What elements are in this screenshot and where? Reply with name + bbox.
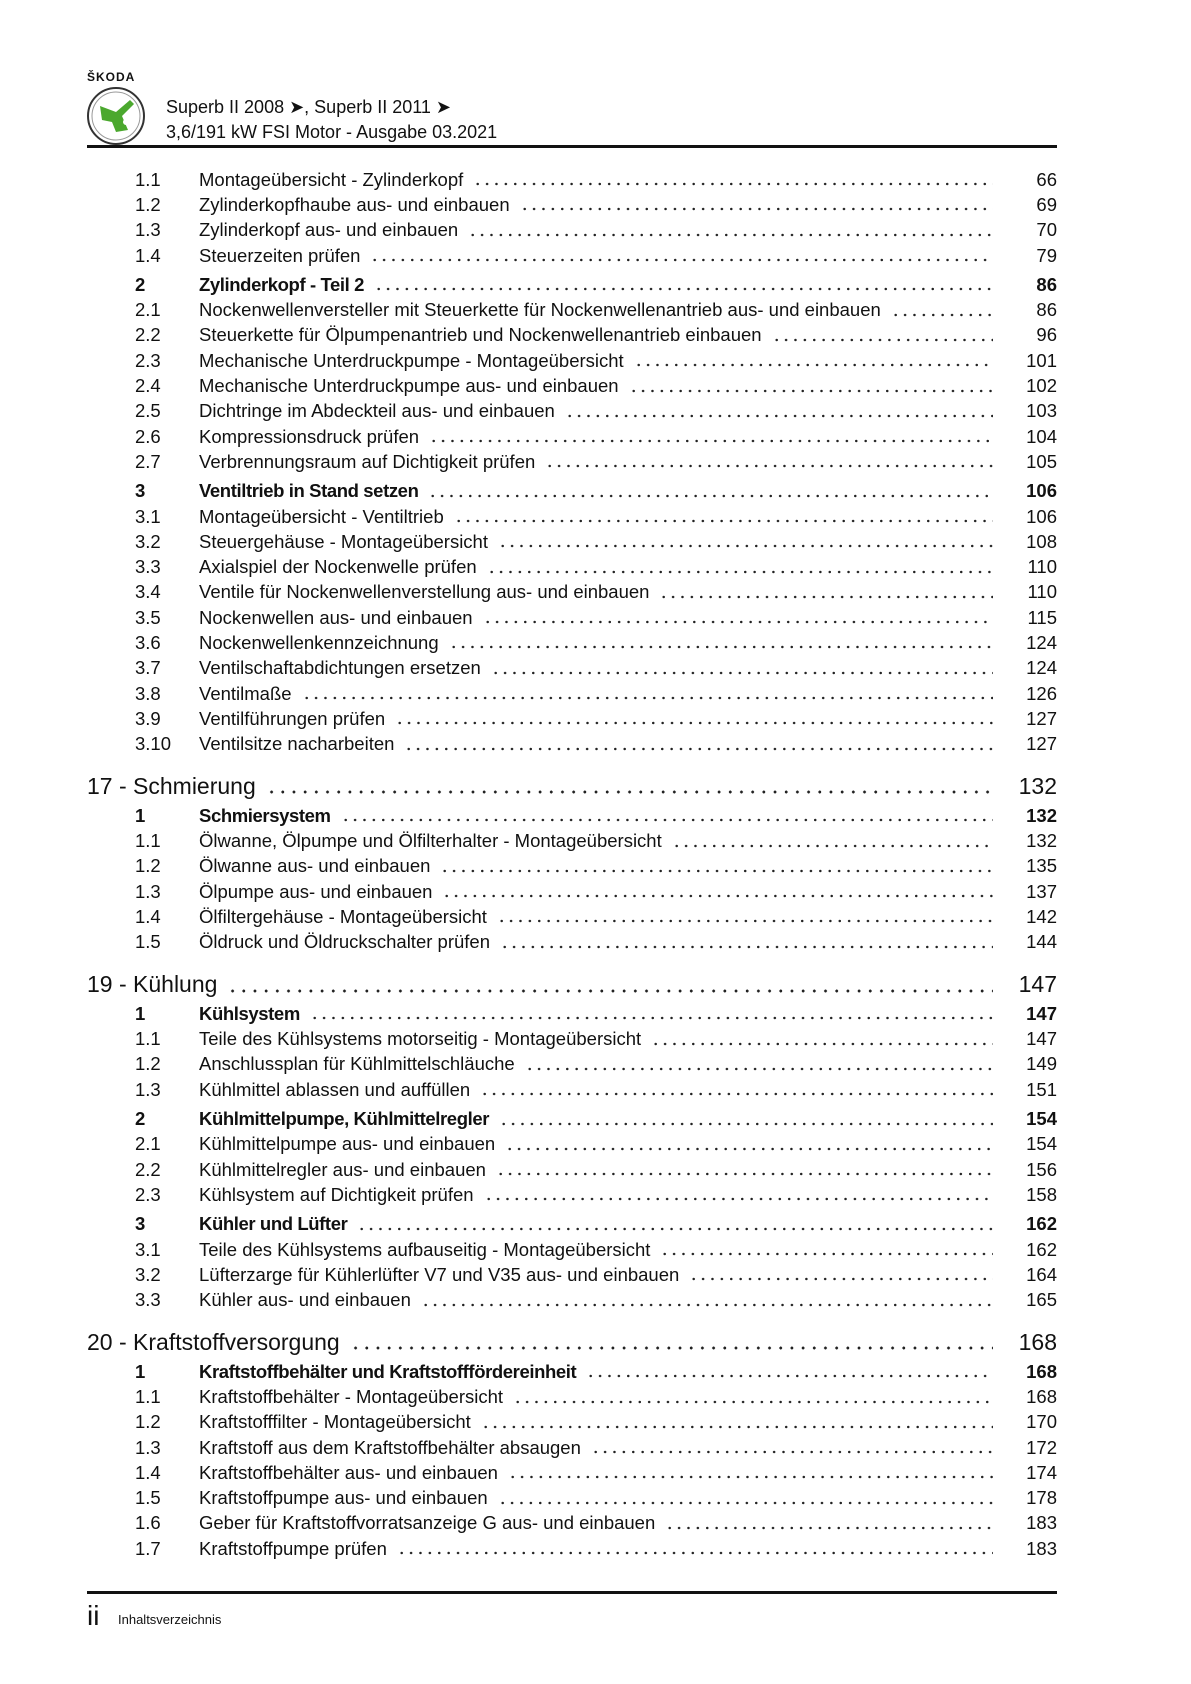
toc-entry-number: 1.1 bbox=[135, 830, 161, 852]
toc-entry-number: 2.4 bbox=[135, 375, 161, 397]
toc-entry-title: Steuerzeiten prüfen bbox=[199, 244, 361, 266]
toc-dot-leader bbox=[483, 619, 993, 625]
toc-entry-title: Ölwanne, Ölpumpe und Ölfilterhalter - Montageübersicht bbox=[199, 830, 662, 852]
toc-entry-page: 132 bbox=[1026, 804, 1057, 826]
toc-entry-number: 3.2 bbox=[135, 1263, 161, 1285]
toc-dot-leader bbox=[491, 670, 993, 676]
toc-entry-number: 2.7 bbox=[135, 450, 161, 472]
toc-entry-page: 106 bbox=[1026, 480, 1057, 502]
toc-dot-leader bbox=[499, 1121, 993, 1127]
toc-entry[interactable] bbox=[87, 904, 1057, 929]
toc-entry-number: 3.1 bbox=[135, 505, 161, 527]
toc-entry-number: 3.6 bbox=[135, 631, 161, 653]
toc-entry[interactable] bbox=[87, 706, 1057, 731]
toc-entry-number: 2.6 bbox=[135, 425, 161, 447]
skoda-wordmark: ŠKODA bbox=[87, 70, 136, 84]
toc-dot-leader bbox=[442, 893, 993, 899]
toc-dot-leader bbox=[672, 843, 993, 849]
toc-entry-title: Ventilsitze nacharbeiten bbox=[199, 733, 395, 755]
toc-entry[interactable] bbox=[87, 192, 1057, 217]
toc-dot-leader bbox=[496, 1171, 993, 1177]
toc-entry[interactable] bbox=[87, 605, 1057, 630]
toc-dot-leader bbox=[525, 1066, 993, 1072]
toc-section[interactable] bbox=[87, 479, 1057, 504]
toc-entry-page: 183 bbox=[1026, 1512, 1057, 1534]
toc-entry-title: Verbrennungsraum auf Dichtigkeit prüfen bbox=[199, 450, 536, 472]
toc-entry-number: 3.5 bbox=[135, 606, 161, 628]
toc-entry[interactable] bbox=[87, 449, 1057, 474]
toc-dot-leader bbox=[302, 695, 993, 701]
toc-dot-leader bbox=[565, 413, 993, 419]
toc-dot-leader bbox=[395, 720, 993, 726]
toc-entry-page: 104 bbox=[1026, 425, 1057, 447]
toc-entry-number: 1.1 bbox=[135, 1028, 161, 1050]
toc-entry[interactable] bbox=[87, 1460, 1057, 1485]
footer-divider bbox=[87, 1591, 1057, 1594]
toc-dot-leader bbox=[374, 286, 993, 292]
toc-entry-title: Kraftstoffpumpe prüfen bbox=[199, 1537, 387, 1559]
toc-dot-leader bbox=[659, 594, 993, 600]
toc-entry[interactable] bbox=[87, 1410, 1057, 1435]
toc-dot-leader bbox=[591, 1449, 993, 1455]
toc-entry-page: 172 bbox=[1026, 1436, 1057, 1458]
toc-entry[interactable] bbox=[87, 1052, 1057, 1077]
toc-entry-page: 124 bbox=[1026, 631, 1057, 653]
toc-dot-leader bbox=[660, 1251, 993, 1257]
toc-entry-number: 2.1 bbox=[135, 1133, 161, 1155]
toc-entry[interactable] bbox=[87, 681, 1057, 706]
toc-dot-leader bbox=[310, 1015, 993, 1021]
toc-entry-page: 168 bbox=[1018, 1328, 1057, 1355]
toc-entry-number: 1.4 bbox=[135, 1461, 161, 1483]
toc-entry-title: Montageübersicht - Zylinderkopf bbox=[199, 168, 464, 190]
toc-entry-number: 1.6 bbox=[135, 1512, 161, 1534]
toc-entry-page: 132 bbox=[1026, 830, 1057, 852]
toc-entry-title: Ölfiltergehäuse - Montageübersicht bbox=[199, 905, 487, 927]
toc-dot-leader bbox=[500, 944, 993, 950]
toc-dot-leader bbox=[545, 463, 993, 469]
toc-entry-number: 3.10 bbox=[135, 733, 172, 755]
toc-entry-number: 3.3 bbox=[135, 556, 161, 578]
toc-dot-leader bbox=[440, 868, 993, 874]
toc-entry-title: Kühlsystem bbox=[199, 1002, 300, 1024]
toc-entry-page: 103 bbox=[1026, 400, 1057, 422]
toc-entry-title: Lüfterzarge für Kühlerlüfter V7 und V35 aus- und einbauen bbox=[199, 1263, 680, 1285]
header-model-line: Superb II 2008 ➤, Superb II 2011 ➤ bbox=[166, 97, 452, 117]
toc-entry-title: Axialspiel der Nockenwelle prüfen bbox=[199, 556, 477, 578]
toc-entry-page: 154 bbox=[1026, 1108, 1057, 1130]
toc-entry-page: 154 bbox=[1026, 1133, 1057, 1155]
toc-entry-title: Kühlmittelpumpe aus- und einbauen bbox=[199, 1133, 496, 1155]
toc-entry-number: 3 bbox=[135, 480, 145, 502]
toc-entry-page: 168 bbox=[1026, 1386, 1057, 1407]
toc-entry-page: 106 bbox=[1026, 505, 1057, 527]
toc-dot-leader bbox=[473, 181, 993, 187]
toc-entry-number: 1.3 bbox=[135, 219, 161, 241]
toc-entry-title: 17 - Schmierung bbox=[87, 772, 256, 799]
toc-dot-leader bbox=[341, 817, 993, 823]
toc-entry-title: 20 - Kraftstoffversorgung bbox=[87, 1328, 340, 1355]
toc-entry[interactable] bbox=[87, 399, 1057, 424]
toc-chapter[interactable] bbox=[87, 774, 1057, 799]
toc-entry-page: 66 bbox=[1036, 168, 1057, 190]
toc-dot-leader bbox=[481, 1424, 993, 1430]
toc-entry-page: 127 bbox=[1026, 733, 1057, 755]
toc-entry[interactable] bbox=[87, 1157, 1057, 1182]
toc-entry-number: 3 bbox=[135, 1213, 145, 1235]
toc-entry-title: Montageübersicht - Ventiltrieb bbox=[199, 505, 444, 527]
toc-dot-leader bbox=[468, 232, 993, 238]
toc-entry-page: 115 bbox=[1027, 606, 1057, 628]
toc-section[interactable] bbox=[87, 803, 1057, 828]
toc-dot-leader bbox=[689, 1276, 993, 1282]
toc-entry-number: 1.4 bbox=[135, 244, 161, 266]
toc-section[interactable] bbox=[87, 1106, 1057, 1131]
toc-entry-title: Ventilführungen prüfen bbox=[199, 707, 386, 729]
header-engine-line: 3,6/191 kW FSI Motor - Ausgabe 03.2021 bbox=[166, 122, 498, 142]
toc-entry-number: 2.3 bbox=[135, 349, 161, 371]
toc-entry-title: Nockenwellen aus- und einbauen bbox=[199, 606, 473, 628]
toc-dot-leader bbox=[227, 988, 993, 994]
toc-entry-page: 164 bbox=[1026, 1263, 1057, 1285]
toc-entry[interactable] bbox=[87, 348, 1057, 373]
toc-entry[interactable] bbox=[87, 504, 1057, 529]
toc-entry-page: 105 bbox=[1026, 450, 1057, 472]
toc-entry-page: 183 bbox=[1026, 1537, 1057, 1559]
toc-entry-page: 69 bbox=[1036, 193, 1057, 215]
footer-label: Inhaltsverzeichnis bbox=[118, 1612, 222, 1627]
toc-entry-number: 1.2 bbox=[135, 1053, 161, 1075]
toc-entry[interactable] bbox=[87, 424, 1057, 449]
toc-entry[interactable] bbox=[87, 218, 1057, 243]
toc-dot-leader bbox=[586, 1373, 993, 1379]
toc-entry[interactable] bbox=[87, 554, 1057, 579]
toc-entry-page: 165 bbox=[1026, 1289, 1057, 1311]
toc-entry-number: 3.4 bbox=[135, 581, 161, 603]
toc-entry-page: 142 bbox=[1026, 905, 1057, 927]
toc-entry[interactable] bbox=[87, 630, 1057, 655]
toc-entry-page: 135 bbox=[1026, 855, 1057, 877]
toc-entry-page: 151 bbox=[1026, 1078, 1057, 1100]
toc-entry-title: Kraftstoffbehälter aus- und einbauen bbox=[199, 1461, 498, 1483]
toc-entry-number: 1 bbox=[135, 1002, 145, 1024]
toc-entry[interactable] bbox=[87, 828, 1057, 853]
toc-entry-title: Kühlmittel ablassen und auffüllen bbox=[199, 1078, 471, 1100]
toc-dot-leader bbox=[498, 1500, 993, 1506]
toc-entry[interactable] bbox=[87, 580, 1057, 605]
toc-chapter[interactable] bbox=[87, 972, 1057, 997]
toc-entry-number: 1 bbox=[135, 804, 145, 826]
toc-entry-title: Ventilmaße bbox=[199, 682, 292, 704]
toc-entry-title: Ventilschaftabdichtungen ersetzen bbox=[199, 657, 481, 679]
toc-entry-title: Mechanische Unterdruckpumpe aus- und einbauen bbox=[199, 375, 619, 397]
toc-section[interactable] bbox=[87, 272, 1057, 297]
toc-entry-number: 2 bbox=[135, 1108, 145, 1130]
toc-entry-page: 126 bbox=[1026, 682, 1057, 704]
toc-entry-title: Anschlussplan für Kühlmittelschläuche bbox=[199, 1053, 515, 1075]
toc-entry-title: Ölpumpe aus- und einbauen bbox=[199, 880, 433, 902]
toc-entry-title: Kühlsystem auf Dichtigkeit prüfen bbox=[199, 1183, 474, 1205]
toc-entry-title: Zylinderkopf - Teil 2 bbox=[199, 273, 364, 295]
toc-entry-page: 102 bbox=[1026, 375, 1057, 397]
toc-entry-number: 2.1 bbox=[135, 299, 161, 321]
toc-entry-page: 70 bbox=[1036, 219, 1057, 241]
toc-entry-number: 2.3 bbox=[135, 1183, 161, 1205]
toc-entry[interactable] bbox=[87, 529, 1057, 554]
toc-entry-title: Kraftstofffilter - Montageübersicht bbox=[199, 1411, 471, 1433]
toc-entry-title: Nockenwellenkennzeichnung bbox=[199, 631, 439, 653]
toc-entry-page: 132 bbox=[1018, 772, 1057, 799]
toc-entry-title: Kraftstoffbehälter - Montageübersicht bbox=[199, 1386, 504, 1407]
toc-entry[interactable] bbox=[87, 732, 1057, 757]
toc-entry-page: 168 bbox=[1026, 1360, 1057, 1382]
toc-dot-leader bbox=[665, 1525, 993, 1531]
toc-dot-leader bbox=[498, 543, 993, 549]
toc-dot-leader bbox=[429, 438, 993, 444]
toc-dot-leader bbox=[357, 1226, 993, 1232]
toc-entry-page: 156 bbox=[1026, 1158, 1057, 1180]
toc-entry-number: 1.3 bbox=[135, 880, 161, 902]
toc-entry-number: 1.3 bbox=[135, 1436, 161, 1458]
toc-dot-leader bbox=[484, 1196, 993, 1202]
toc-entry-page: 147 bbox=[1026, 1028, 1057, 1050]
toc-entry[interactable] bbox=[87, 1182, 1057, 1207]
toc-entry-page: 158 bbox=[1026, 1183, 1057, 1205]
toc-entry-title: Kühlmittelregler aus- und einbauen bbox=[199, 1158, 486, 1180]
toc-entry-number: 3.1 bbox=[135, 1238, 161, 1260]
toc-entry-number: 3.8 bbox=[135, 682, 161, 704]
toc-entry-title: Teile des Kühlsystems aufbauseitig - Montageübersicht bbox=[199, 1238, 651, 1260]
toc-entry-page: 96 bbox=[1036, 324, 1057, 346]
toc-dot-leader bbox=[513, 1399, 993, 1405]
toc-entry-number: 1.1 bbox=[135, 1386, 161, 1407]
toc-entry-page: 144 bbox=[1026, 931, 1057, 953]
toc-dot-leader bbox=[634, 362, 993, 368]
toc-entry[interactable] bbox=[87, 1435, 1057, 1460]
toc-entry-title: Ölwanne aus- und einbauen bbox=[199, 855, 431, 877]
toc-entry-page: 174 bbox=[1026, 1461, 1057, 1483]
toc-dot-leader bbox=[428, 493, 993, 499]
toc-entry-number: 1.2 bbox=[135, 1411, 161, 1433]
toc-dot-leader bbox=[508, 1474, 993, 1480]
toc-entry-page: 101 bbox=[1026, 349, 1057, 371]
toc-dot-leader bbox=[772, 337, 993, 343]
toc-entry-number: 2 bbox=[135, 273, 145, 295]
toc-entry-page: 79 bbox=[1036, 244, 1057, 266]
toc-dot-leader bbox=[370, 257, 993, 263]
toc-entry-title: Dichtringe im Abdeckteil aus- und einbauen bbox=[199, 400, 555, 422]
toc-entry-title: Steuergehäuse - Montageübersicht bbox=[199, 530, 488, 552]
toc-section[interactable] bbox=[87, 1212, 1057, 1237]
toc-entry-title: Mechanische Unterdruckpumpe - Montageübersicht bbox=[199, 349, 624, 371]
toc-entry[interactable] bbox=[87, 1287, 1057, 1312]
toc-entry-page: 124 bbox=[1026, 657, 1057, 679]
toc-entry-title: Kühlmittelpumpe, Kühlmittelregler bbox=[199, 1108, 490, 1130]
toc-dot-leader bbox=[487, 569, 993, 575]
toc-dot-leader bbox=[497, 918, 993, 924]
header-divider bbox=[87, 145, 1057, 148]
toc-entry[interactable] bbox=[87, 1384, 1057, 1409]
toc-entry-page: 162 bbox=[1026, 1213, 1057, 1235]
toc-entry-title: Teile des Kühlsystems motorseitig - Montageübersicht bbox=[199, 1028, 642, 1050]
toc-dot-leader bbox=[397, 1550, 993, 1556]
toc-entry[interactable] bbox=[87, 243, 1057, 268]
toc-entry-title: Kraftstoffbehälter und Kraftstofffördereinheit bbox=[199, 1360, 577, 1382]
toc-dot-leader bbox=[350, 1345, 993, 1351]
toc-entry-title: Schmiersystem bbox=[199, 804, 331, 826]
toc-entry[interactable] bbox=[87, 167, 1057, 192]
toc-entry-title: Ventile für Nockenwellenverstellung aus- und einbauen bbox=[199, 581, 650, 603]
toc-entry-title: Kompressionsdruck prüfen bbox=[199, 425, 420, 447]
toc-entry-number: 1.2 bbox=[135, 193, 161, 215]
toc-entry-number: 3.7 bbox=[135, 657, 161, 679]
toc-entry[interactable] bbox=[87, 1536, 1057, 1561]
toc-entry[interactable] bbox=[87, 1027, 1057, 1052]
footer-page-number: ii bbox=[87, 1600, 100, 1631]
toc-entry-page: 170 bbox=[1026, 1411, 1057, 1433]
toc-entry-page: 108 bbox=[1026, 530, 1057, 552]
toc-entry-title: Kraftstoffpumpe aus- und einbauen bbox=[199, 1487, 488, 1509]
toc-dot-leader bbox=[404, 746, 993, 752]
toc-entry-page: 149 bbox=[1026, 1053, 1057, 1075]
toc-entry-page: 147 bbox=[1018, 971, 1057, 998]
toc-dot-leader bbox=[454, 518, 993, 524]
toc-dot-leader bbox=[520, 206, 993, 212]
toc-entry-number: 3.2 bbox=[135, 530, 161, 552]
toc-entry-title: Steuerkette für Ölpumpenantrieb und Nockenwellenantrieb einbauen bbox=[199, 324, 762, 346]
toc-entry-number: 1.2 bbox=[135, 855, 161, 877]
toc-chapter[interactable] bbox=[87, 1330, 1057, 1355]
toc-entry[interactable] bbox=[87, 373, 1057, 398]
toc-entry-number: 1 bbox=[135, 1360, 145, 1382]
toc-dot-leader bbox=[505, 1146, 993, 1152]
toc-entry-number: 1.5 bbox=[135, 1487, 161, 1509]
toc-entry[interactable] bbox=[87, 1077, 1057, 1102]
toc-dot-leader bbox=[266, 789, 993, 795]
toc-entry[interactable] bbox=[87, 1262, 1057, 1287]
skoda-logo-icon bbox=[86, 86, 146, 146]
toc-entry-number: 3.3 bbox=[135, 1289, 161, 1311]
toc-entry-title: Kühler und Lüfter bbox=[199, 1213, 348, 1235]
toc-entry[interactable] bbox=[87, 656, 1057, 681]
toc-entry[interactable] bbox=[87, 1237, 1057, 1262]
toc-entry-page: 137 bbox=[1026, 880, 1057, 902]
toc-entry[interactable] bbox=[87, 323, 1057, 348]
toc-dot-leader bbox=[891, 312, 993, 318]
toc-entry[interactable] bbox=[87, 297, 1057, 322]
toc-entry-title: Nockenwellenversteller mit Steuerkette für Nockenwellenantrieb aus- und einbauen bbox=[199, 299, 881, 321]
toc-entry-number: 2.2 bbox=[135, 1158, 161, 1180]
toc-entry[interactable] bbox=[87, 879, 1057, 904]
toc-section[interactable] bbox=[87, 1359, 1057, 1384]
toc-entry-number: 1.7 bbox=[135, 1537, 161, 1559]
toc-entry-title: 19 - Kühlung bbox=[87, 971, 218, 998]
toc-entry-title: Ventiltrieb in Stand setzen bbox=[199, 480, 419, 502]
toc-dot-leader bbox=[421, 1302, 993, 1308]
toc-entry[interactable] bbox=[87, 1511, 1057, 1536]
toc-section[interactable] bbox=[87, 1001, 1057, 1026]
toc-dot-leader bbox=[480, 1091, 993, 1097]
toc-entry-title: Geber für Kraftstoffvorratsanzeige G aus- und einbauen bbox=[199, 1512, 656, 1534]
toc-entry-number: 1.5 bbox=[135, 931, 161, 953]
toc-entry-number: 1.4 bbox=[135, 905, 161, 927]
toc-entry-number: 2.2 bbox=[135, 324, 161, 346]
toc-entry-page: 147 bbox=[1026, 1002, 1057, 1024]
toc-entry[interactable] bbox=[87, 1486, 1057, 1511]
toc-entry[interactable] bbox=[87, 854, 1057, 879]
toc-entry-title: Kraftstoff aus dem Kraftstoffbehälter absaugen bbox=[199, 1436, 581, 1458]
toc-entry-number: 1.1 bbox=[135, 168, 161, 190]
toc-entry[interactable] bbox=[87, 1132, 1057, 1157]
toc-entry-number: 2.5 bbox=[135, 400, 161, 422]
toc-entry-page: 127 bbox=[1026, 707, 1057, 729]
toc-dot-leader bbox=[629, 388, 993, 394]
toc-entry-title: Zylinderkopfhaube aus- und einbauen bbox=[199, 193, 510, 215]
table-of-contents bbox=[87, 167, 1057, 1561]
toc-entry-page: 110 bbox=[1027, 581, 1057, 603]
toc-entry-number: 1.3 bbox=[135, 1078, 161, 1100]
toc-entry-page: 110 bbox=[1027, 556, 1057, 578]
toc-dot-leader bbox=[651, 1041, 993, 1047]
toc-entry-title: Zylinderkopf aus- und einbauen bbox=[199, 219, 459, 241]
toc-entry-page: 162 bbox=[1026, 1238, 1057, 1260]
toc-entry-page: 86 bbox=[1036, 299, 1057, 321]
toc-entry-number: 3.9 bbox=[135, 707, 161, 729]
toc-entry[interactable] bbox=[87, 930, 1057, 955]
toc-entry-page: 86 bbox=[1036, 273, 1057, 295]
toc-entry-page: 178 bbox=[1026, 1487, 1057, 1509]
toc-entry-title: Kühler aus- und einbauen bbox=[199, 1289, 411, 1311]
toc-dot-leader bbox=[449, 644, 993, 650]
toc-entry-title: Öldruck und Öldruckschalter prüfen bbox=[199, 931, 490, 953]
